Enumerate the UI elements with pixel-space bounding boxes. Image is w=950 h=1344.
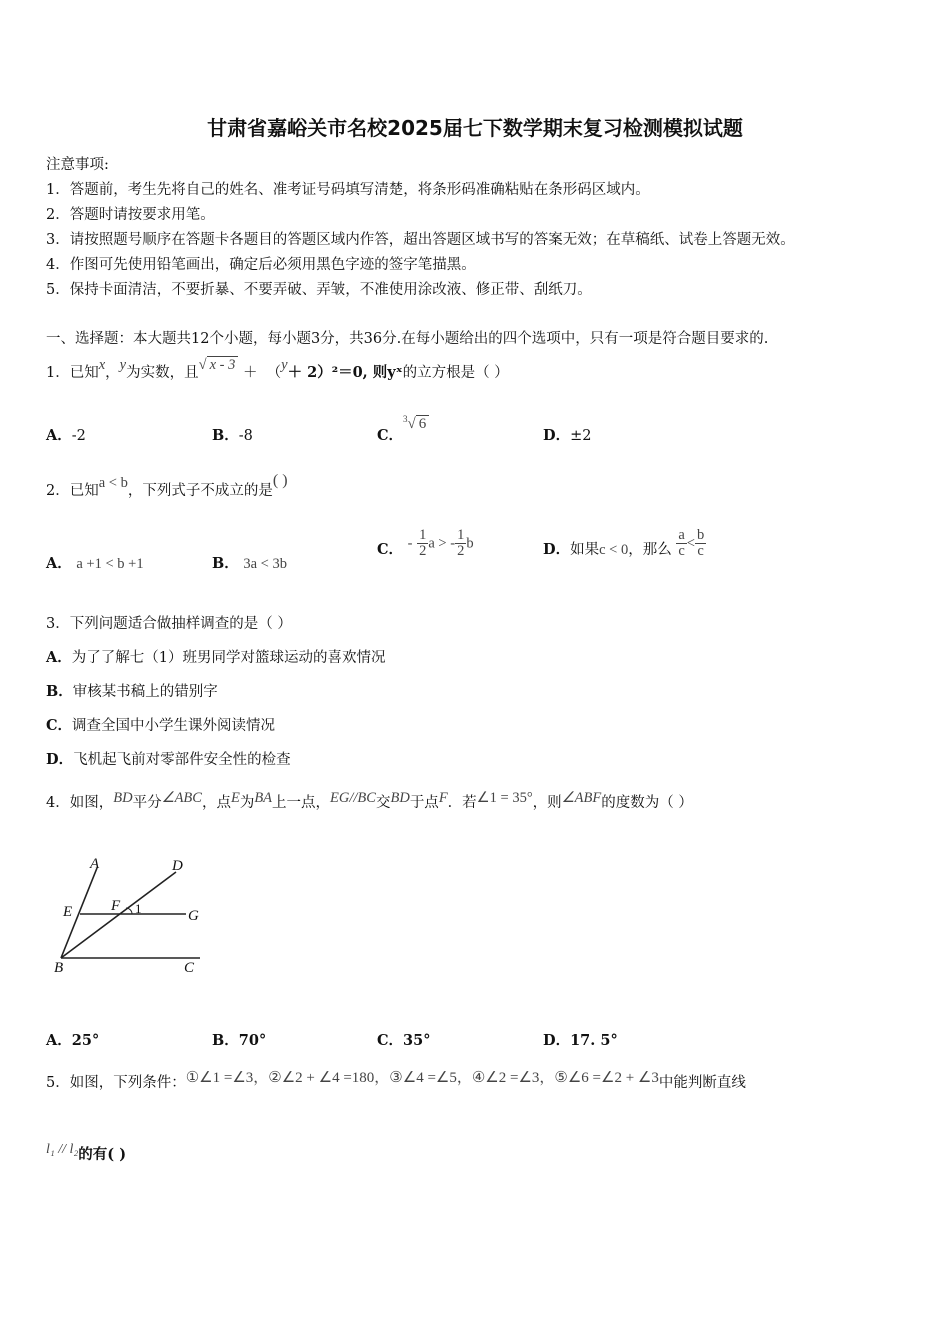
q2-option-a[interactable] [46, 552, 144, 573]
q4-figure [40, 848, 220, 983]
q2-option-b[interactable] [212, 552, 287, 573]
label-f: F [111, 898, 121, 914]
q3-option-c[interactable] [46, 714, 275, 735]
q2-d-frac1-den: c [678, 543, 685, 560]
q2-c-end: b [466, 535, 474, 552]
q1-lparen: （ [266, 365, 282, 381]
q2-c-minus: - [407, 535, 413, 552]
page-title: 甘肃省嘉峪关市名校2025届七下数学期末复习检测模拟试题 [207, 116, 743, 140]
q5-conditions: ①∠1 =∠3，②∠2 + ∠4 =180，③∠4 =∠5，④∠2 =∠3，⑤∠6 =∠2 + ∠3 [185, 1070, 659, 1086]
q5-l1-parallel-l2: l₁ // l₂ [46, 1142, 79, 1157]
notice-item-3: 3．请按照题号顺序在答题卡各题目的答题区域内作答，超出答题区域书写的答案无效；在草稿纸、试卷上答题无效。 [46, 232, 795, 248]
q2-paren: ( ) [272, 472, 288, 489]
notice-item-4: 4．作图可先使用铅笔画出，确定后必须用黑色字迹的签字笔描黑。 [46, 257, 476, 273]
q2-number: 2． [46, 483, 70, 499]
q4-angle-abf: ∠ABF [561, 790, 602, 806]
q4-text-5: 上一点， [272, 795, 331, 811]
q1-option-c-label: C． [377, 427, 404, 444]
q1-option-a[interactable] [46, 424, 86, 445]
q4-text-2: 平分 [132, 795, 162, 811]
q3-option-d-text: 飞机起飞前对零部件安全性的检查 [73, 752, 291, 768]
question-5-stem-cont [46, 1140, 126, 1171]
q4-text-3: ，点 [201, 795, 231, 811]
q4-text-10: 的度数为（ ） [601, 795, 693, 811]
q5-text-1: 如图，下列条件： [69, 1075, 186, 1091]
q1-var-y2: y [281, 357, 288, 373]
q2-c-frac1-den: 2 [419, 543, 427, 560]
q1-cube-radicand: 6 [416, 415, 430, 432]
q1-option-d[interactable] [543, 424, 591, 445]
notice-item-2: 2．答题时请按要求用笔。 [46, 207, 215, 223]
q3-option-d[interactable] [46, 748, 291, 769]
q2-option-b-label: B． [212, 555, 239, 572]
q4-option-c[interactable] [377, 1029, 430, 1050]
q4-number: 4． [46, 795, 70, 811]
q4-text-4: 为 [239, 795, 255, 811]
q2-c-frac2-num: 1 [457, 527, 465, 543]
q1-plus: ＋ [242, 365, 258, 381]
q4-f: F [438, 790, 448, 806]
q2-text-1: 已知 [69, 483, 99, 499]
q4-option-a[interactable] [46, 1029, 99, 1050]
q1-option-c[interactable]: C．$^3$√ 6 [377, 424, 429, 445]
q2-d-frac2-num: b [696, 527, 705, 543]
q1-option-d-text: ±2 [570, 428, 592, 444]
q2-option-c[interactable] [377, 528, 474, 559]
q1-option-a-text: -2 [71, 428, 86, 444]
notice-heading: 注意事项: [46, 157, 109, 173]
label-a: A [90, 856, 100, 872]
q5-text-3: 的有( ) [78, 1146, 127, 1163]
q5-text-2: 中能判断直线 [658, 1075, 746, 1091]
q1-cube-index: 3 [403, 414, 408, 424]
q3-option-b-label: B． [46, 683, 73, 700]
q3-option-b[interactable] [46, 680, 218, 701]
notice-item-1: 1．答题前，考生先将自己的姓名、准考证号码填写清楚，将条形码准确粘贴在条形码区域内。 [46, 182, 650, 198]
q1-text-3: ＋ 2）²＝0, 则 [287, 364, 388, 381]
q4-option-b[interactable] [212, 1029, 266, 1050]
q4-text-8: ．若 [447, 795, 477, 811]
q2-c-frac1-num: 1 [419, 527, 427, 543]
q3-option-a-text: 为了了解七（1）班男同学对篮球运动的喜欢情况 [71, 650, 386, 666]
q1-text-4: 的立方根是（ ） [402, 365, 509, 381]
q2-option-a-text: a +1 < b +1 [76, 556, 144, 572]
q2-d-frac1-num: a [678, 527, 685, 543]
section-heading: 一、选择题：本大题共12个小题，每小题3分，共36分.在每小题给出的四个选项中，只有一项是符合题目要求的. [46, 331, 769, 347]
q4-option-d-label: D． [543, 1032, 571, 1049]
q2-d-post: ，那么 [628, 541, 672, 558]
label-c: C [184, 960, 195, 976]
q1-yx: yˣ [387, 364, 403, 381]
q2-c-frac2-den: 2 [457, 543, 465, 560]
question-3-stem: 3．下列问题适合做抽样调查的是（ ） [46, 616, 292, 632]
q2-d-frac2-den: c [697, 543, 704, 560]
question-5-stem [46, 1068, 746, 1098]
q4-text-6: 交 [375, 795, 391, 811]
q1-sep: ， [105, 365, 120, 381]
q4-option-d-text: 17. 5° [570, 1032, 618, 1049]
q4-bd: BD [113, 790, 133, 806]
q1-option-b-label: B． [212, 427, 239, 444]
q3-option-b-text: 审核某书稿上的错别字 [72, 684, 218, 700]
q4-text-1: 如图， [69, 795, 114, 811]
question-1-stem: 1．已知x，y为实数，且√ x - 3 ＋ （y＋ 2）²＝0, 则yˣ的立方根是（ ） [46, 357, 509, 381]
q1-option-a-label: A． [46, 427, 72, 444]
q4-option-c-label: C． [377, 1032, 404, 1049]
q4-angle-1: ∠1 = 35° [476, 790, 533, 806]
label-b: B [54, 960, 64, 976]
q1-number: 1． [46, 365, 70, 381]
q4-text-7: 于点 [409, 795, 439, 811]
q4-option-a-text: 25° [71, 1032, 100, 1049]
q4-e: E [230, 790, 240, 806]
q1-option-b-text: -8 [238, 428, 253, 444]
q1-var-y: y [119, 357, 127, 373]
q4-option-c-text: 35° [403, 1032, 431, 1049]
q2-option-d-label: D． [543, 540, 571, 558]
q4-option-b-text: 70° [238, 1032, 267, 1049]
q4-eg-parallel-bc: EG//BC [330, 790, 376, 806]
q2-option-a-label: A． [46, 555, 72, 572]
q1-text-2: 为实数，且 [126, 365, 199, 381]
q2-d-pre: 如果 [570, 541, 600, 558]
q3-option-d-label: D． [46, 751, 74, 768]
q1-text-1: 已知 [69, 365, 99, 381]
q2-c-mid: a > - [428, 535, 456, 552]
q3-option-c-text: 调查全国中小学生课外阅读情况 [72, 718, 276, 734]
q1-sqrt: x - 3 [207, 356, 239, 373]
question-4-stem [46, 788, 693, 818]
notice-item-5: 5．保持卡面清洁，不要折暴、不要弄破、弄皱，不准使用涂改液、修正带、刮纸刀。 [46, 282, 592, 298]
label-d: D [172, 858, 183, 874]
q4-option-a-label: A． [46, 1032, 72, 1049]
q2-d-lt: < [686, 535, 695, 552]
question-2-stem [46, 472, 288, 506]
q4-option-d[interactable] [543, 1029, 618, 1050]
q4-option-b-label: B． [212, 1032, 239, 1049]
q2-condition: a < b [98, 475, 128, 491]
q1-option-b[interactable] [212, 424, 253, 445]
q4-angle-abc: ∠ABC [161, 790, 202, 806]
label-e: E [63, 904, 73, 920]
q4-text-9: ，则 [532, 795, 562, 811]
q4-bd2: BD [390, 790, 410, 806]
label-1: 1 [135, 901, 142, 916]
q4-ba: BA [254, 790, 273, 806]
q3-option-a[interactable] [46, 646, 386, 667]
q2-option-b-text: 3a < 3b [243, 556, 287, 572]
q3-option-a-label: A． [46, 649, 72, 666]
q2-d-cond: c < 0 [599, 541, 629, 558]
q1-var-x: x [98, 357, 106, 373]
q3-option-c-label: C． [46, 717, 73, 734]
q1-option-d-label: D． [543, 427, 571, 444]
label-g: G [188, 908, 199, 924]
q2-option-d[interactable] [543, 528, 706, 559]
q5-number: 5． [46, 1075, 70, 1091]
q2-text-2: ，下列式子不成立的是 [127, 483, 273, 499]
q2-option-c-label: C． [377, 540, 404, 558]
